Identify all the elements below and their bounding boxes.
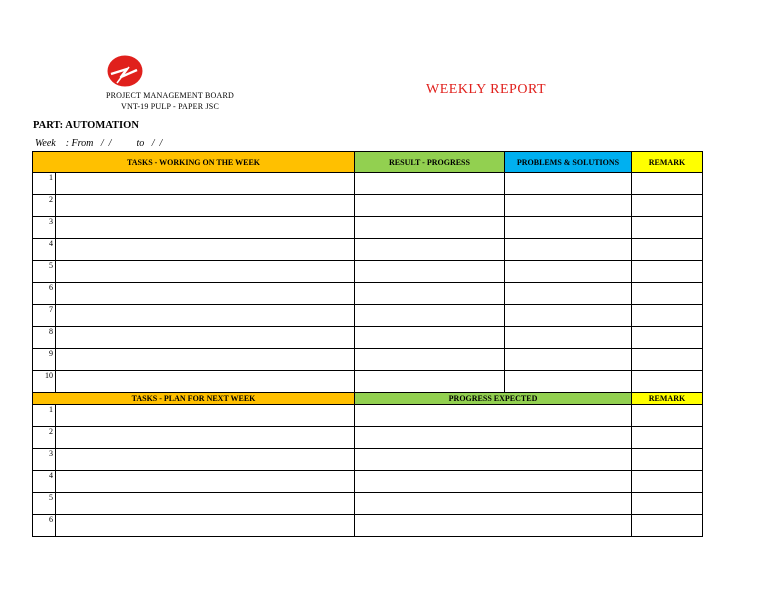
row-number: 5 <box>33 261 56 283</box>
table-row <box>33 305 703 327</box>
progress-expected-cell[interactable] <box>355 515 632 537</box>
row-number: 1 <box>33 405 56 427</box>
week-range: Week : From / / to / / <box>35 138 163 149</box>
result-cell[interactable] <box>355 239 505 261</box>
plan-task-cell[interactable] <box>56 449 355 471</box>
remark-cell[interactable] <box>632 449 703 471</box>
table-row <box>33 371 703 393</box>
row-number: 4 <box>33 471 56 493</box>
row-number: 3 <box>33 217 56 239</box>
report-title: WEEKLY REPORT <box>426 82 547 97</box>
table-row <box>33 493 703 515</box>
problems-cell[interactable] <box>505 195 632 217</box>
plan-task-cell[interactable] <box>56 405 355 427</box>
table2-header-row <box>33 393 703 405</box>
header-remark-next: REMARK <box>632 393 703 405</box>
remark-cell[interactable] <box>632 427 703 449</box>
plan-task-cell[interactable] <box>56 471 355 493</box>
table-row <box>33 261 703 283</box>
header-problems-solutions: PROBLEMS & SOLUTIONS <box>505 152 632 173</box>
task-cell[interactable] <box>56 239 355 261</box>
table-row <box>33 327 703 349</box>
table-row <box>33 239 703 261</box>
row-number: 10 <box>33 371 56 393</box>
result-cell[interactable] <box>355 349 505 371</box>
table-row <box>33 349 703 371</box>
problems-cell[interactable] <box>505 349 632 371</box>
task-cell[interactable] <box>56 305 355 327</box>
header-tasks-week: TASKS - WORKING ON THE WEEK <box>33 152 355 173</box>
task-cell[interactable] <box>56 327 355 349</box>
table1-header-row <box>33 152 703 173</box>
remark-cell[interactable] <box>632 283 703 305</box>
problems-cell[interactable] <box>505 305 632 327</box>
plan-task-cell[interactable] <box>56 493 355 515</box>
remark-cell[interactable] <box>632 305 703 327</box>
problems-cell[interactable] <box>505 261 632 283</box>
table-row <box>33 427 703 449</box>
result-cell[interactable] <box>355 217 505 239</box>
progress-expected-cell[interactable] <box>355 405 632 427</box>
problems-cell[interactable] <box>505 283 632 305</box>
row-number: 1 <box>33 173 56 195</box>
plan-task-cell[interactable] <box>56 515 355 537</box>
row-number: 3 <box>33 449 56 471</box>
task-cell[interactable] <box>56 261 355 283</box>
result-cell[interactable] <box>355 261 505 283</box>
remark-cell[interactable] <box>632 349 703 371</box>
result-cell[interactable] <box>355 195 505 217</box>
result-cell[interactable] <box>355 327 505 349</box>
company-logo-icon <box>107 55 143 88</box>
row-number: 5 <box>33 493 56 515</box>
table-row <box>33 217 703 239</box>
result-cell[interactable] <box>355 305 505 327</box>
remark-cell[interactable] <box>632 405 703 427</box>
table-row <box>33 405 703 427</box>
remark-cell[interactable] <box>632 195 703 217</box>
remark-cell[interactable] <box>632 493 703 515</box>
table-row <box>33 449 703 471</box>
task-cell[interactable] <box>56 195 355 217</box>
progress-expected-cell[interactable] <box>355 493 632 515</box>
remark-cell[interactable] <box>632 217 703 239</box>
org-name-line2: VNT-19 PULP - PAPER JSC <box>121 102 219 111</box>
problems-cell[interactable] <box>505 371 632 393</box>
task-cell[interactable] <box>56 173 355 195</box>
part-line <box>33 120 139 131</box>
report-table <box>32 151 703 537</box>
problems-cell[interactable] <box>505 217 632 239</box>
task-cell[interactable] <box>56 217 355 239</box>
progress-expected-cell[interactable] <box>355 449 632 471</box>
remark-cell[interactable] <box>632 515 703 537</box>
result-cell[interactable] <box>355 283 505 305</box>
remark-cell[interactable] <box>632 173 703 195</box>
table-row <box>33 195 703 217</box>
table-row <box>33 173 703 195</box>
row-number: 9 <box>33 349 56 371</box>
table-row <box>33 515 703 537</box>
row-number: 4 <box>33 239 56 261</box>
result-cell[interactable] <box>355 371 505 393</box>
row-number: 6 <box>33 515 56 537</box>
problems-cell[interactable] <box>505 173 632 195</box>
remark-cell[interactable] <box>632 239 703 261</box>
result-cell[interactable] <box>355 173 505 195</box>
progress-expected-cell[interactable] <box>355 471 632 493</box>
header-remark: REMARK <box>632 152 703 173</box>
part-label: PART <box>33 120 60 131</box>
row-number: 2 <box>33 195 56 217</box>
row-number: 6 <box>33 283 56 305</box>
task-cell[interactable] <box>56 283 355 305</box>
problems-cell[interactable] <box>505 239 632 261</box>
remark-cell[interactable] <box>632 371 703 393</box>
table-row <box>33 471 703 493</box>
table-row <box>33 283 703 305</box>
remark-cell[interactable] <box>632 471 703 493</box>
row-number: 8 <box>33 327 56 349</box>
plan-task-cell[interactable] <box>56 427 355 449</box>
header-progress-expected: PROGRESS EXPECTED <box>355 393 632 405</box>
task-cell[interactable] <box>56 371 355 393</box>
row-number: 7 <box>33 305 56 327</box>
header-tasks-next-week: TASKS - PLAN FOR NEXT WEEK <box>33 393 355 405</box>
progress-expected-cell[interactable] <box>355 427 632 449</box>
problems-cell[interactable] <box>505 327 632 349</box>
part-value: : AUTOMATION <box>59 120 139 131</box>
header-result-progress: RESULT - PROGRESS <box>355 152 505 173</box>
row-number: 2 <box>33 427 56 449</box>
org-name-line1: PROJECT MANAGEMENT BOARD <box>105 91 235 100</box>
remark-cell[interactable] <box>632 327 703 349</box>
remark-cell[interactable] <box>632 261 703 283</box>
task-cell[interactable] <box>56 349 355 371</box>
